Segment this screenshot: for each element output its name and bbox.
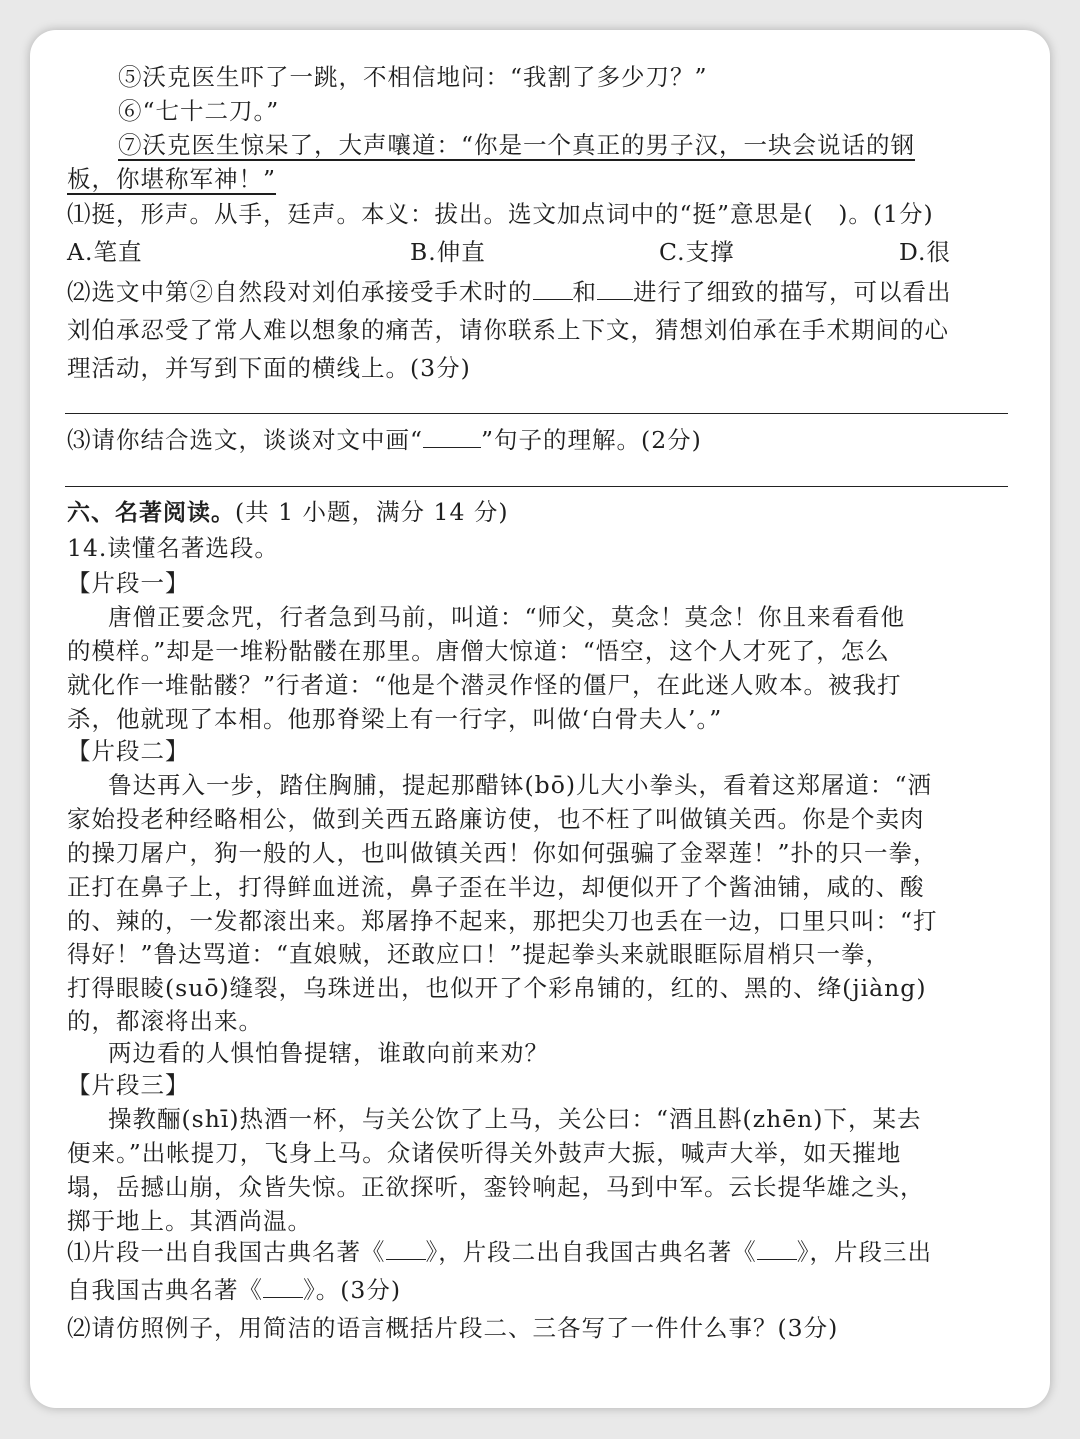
answer-blank[interactable] bbox=[263, 1273, 303, 1298]
option-a: A.笔直 bbox=[67, 238, 143, 266]
question-14-1-line2 bbox=[67, 1273, 1024, 1306]
underline-sample bbox=[423, 423, 481, 448]
question-2-line3: 理活动，并写到下面的横线上。(3分) bbox=[67, 354, 471, 382]
question-14-1-text-b: 》，片段二出自我国古典名著《 bbox=[425, 1238, 757, 1266]
fragment-2-line: 正打在鼻子上，打得鲜血迸流，鼻子歪在半边，却便似开了个酱油铺，咸的、酸 bbox=[67, 873, 925, 901]
question-14-2: ⑵请仿照例子，用简洁的语言概括片段二、三各写了一件什么事？(3分) bbox=[67, 1314, 839, 1342]
fragment-1-line: 唐僧正要念咒，行者急到马前，叫道：“师父，莫念！莫念！你且来看看他 bbox=[108, 603, 906, 631]
fragment-2-line: 的、辣的，一发都滚出来。郑屠挣不起来，那把尖刀也丢在一边，口里只叫：“打 bbox=[67, 907, 938, 935]
question-2-text-c: 进行了细致的描写，可以看出 bbox=[633, 278, 952, 306]
fragment-2-line: 家始投老种经略相公，做到关西五路廉访使，也不枉了叫做镇关西。你是个卖肉 bbox=[67, 805, 925, 833]
section-6-note: (共 1 小题，满分 14 分) bbox=[235, 498, 509, 526]
question-2-line1 bbox=[67, 275, 1024, 308]
answer-line[interactable] bbox=[65, 486, 1008, 487]
fragment-3-line: 塌，岳撼山崩，众皆失惊。正欲探听，銮铃响起，马到中军。云长提华雄之头， bbox=[67, 1173, 925, 1201]
question-1-stem: ⑴挺，形声。从手，廷声。本义：拔出。选文加点词中的“挺”意思是( )。(1分) bbox=[67, 200, 934, 228]
fragment-1-line: 就化作一堆骷髅？”行者道：“他是个潜灵作怪的僵尸，在此迷人败本。被我打 bbox=[67, 671, 902, 699]
question-2-text-b: 和 bbox=[572, 278, 597, 306]
answer-blank[interactable] bbox=[533, 275, 573, 300]
answer-blank[interactable] bbox=[597, 275, 633, 300]
answer-blank[interactable] bbox=[386, 1235, 426, 1260]
fragment-3-line: 便来。”出帐提刀，飞身上马。众诸侯听得关外鼓声大振，喊声大举，如天摧地 bbox=[67, 1139, 902, 1167]
fragment-3-line: 操教酾(shī)热酒一杯，与关公饮了上马，关公曰：“酒且斟(zhēn)下，某去 bbox=[108, 1105, 922, 1133]
exam-page bbox=[30, 30, 1050, 1408]
question-14-title: 14.读懂名著选段。 bbox=[67, 534, 279, 562]
question-3 bbox=[67, 423, 1024, 456]
question-3-text-a: ⑶请你结合选文，谈谈对文中画“ bbox=[67, 426, 424, 454]
fragment-2-after: 两边看的人惧怕鲁提辖，谁敢向前来劝？ bbox=[108, 1039, 549, 1067]
section-6-title: 六、名著阅读。 bbox=[67, 500, 235, 526]
passage-paragraph-6: ⑥“七十二刀。” bbox=[118, 97, 280, 125]
answer-line[interactable] bbox=[65, 413, 1008, 414]
fragment-2-line: 的操刀屠户，狗一般的人，也叫做镇关西！你如何强骗了金翠莲！”扑的只一拳， bbox=[67, 839, 938, 867]
fragment-1-label: 【片段一】 bbox=[67, 569, 190, 597]
question-3-text-b: ”句子的理解。(2分) bbox=[481, 426, 702, 454]
answer-blank[interactable] bbox=[757, 1235, 797, 1260]
passage-paragraph-7-line2: 板，你堪称军神！” bbox=[67, 165, 277, 193]
question-1-options bbox=[67, 236, 1024, 268]
fragment-1-line: 杀，他就现了本相。他那脊梁上有一行字，叫做‘白骨夫人’。” bbox=[67, 705, 723, 733]
question-14-1-text-e: 》。(3分) bbox=[303, 1276, 402, 1304]
fragment-2-line: 鲁达再入一步，踏住胸脯，提起那醋钵(bō)儿大小拳头，看着这郑屠道：“洒 bbox=[108, 771, 933, 799]
passage-paragraph-7-line1: ⑦沃克医生惊呆了，大声嚷道：“你是一个真正的男子汉，一块会说话的钢 bbox=[118, 131, 916, 159]
question-14-1-text-d: 自我国古典名著《 bbox=[67, 1276, 263, 1304]
fragment-3-label: 【片段三】 bbox=[67, 1071, 190, 1099]
fragment-1-line: 的模样。”却是一堆粉骷髅在那里。唐僧大惊道：“悟空，这个人才死了，怎么 bbox=[67, 637, 890, 665]
fragment-2-line: 打得眼睖(suō)缝裂，乌珠迸出，也似开了个彩帛铺的，红的、黑的、绛(jiàng) bbox=[67, 974, 927, 1002]
question-14-1-text-c: 》，片段三出 bbox=[796, 1238, 932, 1266]
fragment-2-line: 的，都滚将出来。 bbox=[67, 1007, 263, 1035]
question-14-1-text-a: ⑴片段一出自我国古典名著《 bbox=[67, 1238, 386, 1266]
option-d: D.很 bbox=[899, 238, 951, 266]
fragment-2-line: 得好！”鲁达骂道：“直娘贼，还敢应口！”提起拳头来就眼眶际眉梢只一拳， bbox=[67, 940, 891, 968]
question-2-line2: 刘伯承忍受了常人难以想象的痛苦，请你联系上下文，猜想刘伯承在手术期间的心 bbox=[67, 316, 949, 344]
question-2-text-a: ⑵选文中第②自然段对刘伯承接受手术时的 bbox=[67, 278, 533, 306]
section-6-heading bbox=[67, 496, 1024, 529]
fragment-2-label: 【片段二】 bbox=[67, 737, 190, 765]
option-b: B.伸直 bbox=[410, 238, 486, 266]
fragment-3-line: 掷于地上。其酒尚温。 bbox=[67, 1207, 312, 1235]
question-14-1-line1 bbox=[67, 1235, 1024, 1268]
passage-paragraph-5: ⑤沃克医生吓了一跳，不相信地问：“我割了多少刀？” bbox=[118, 63, 708, 91]
option-c: C.支撑 bbox=[659, 238, 735, 266]
